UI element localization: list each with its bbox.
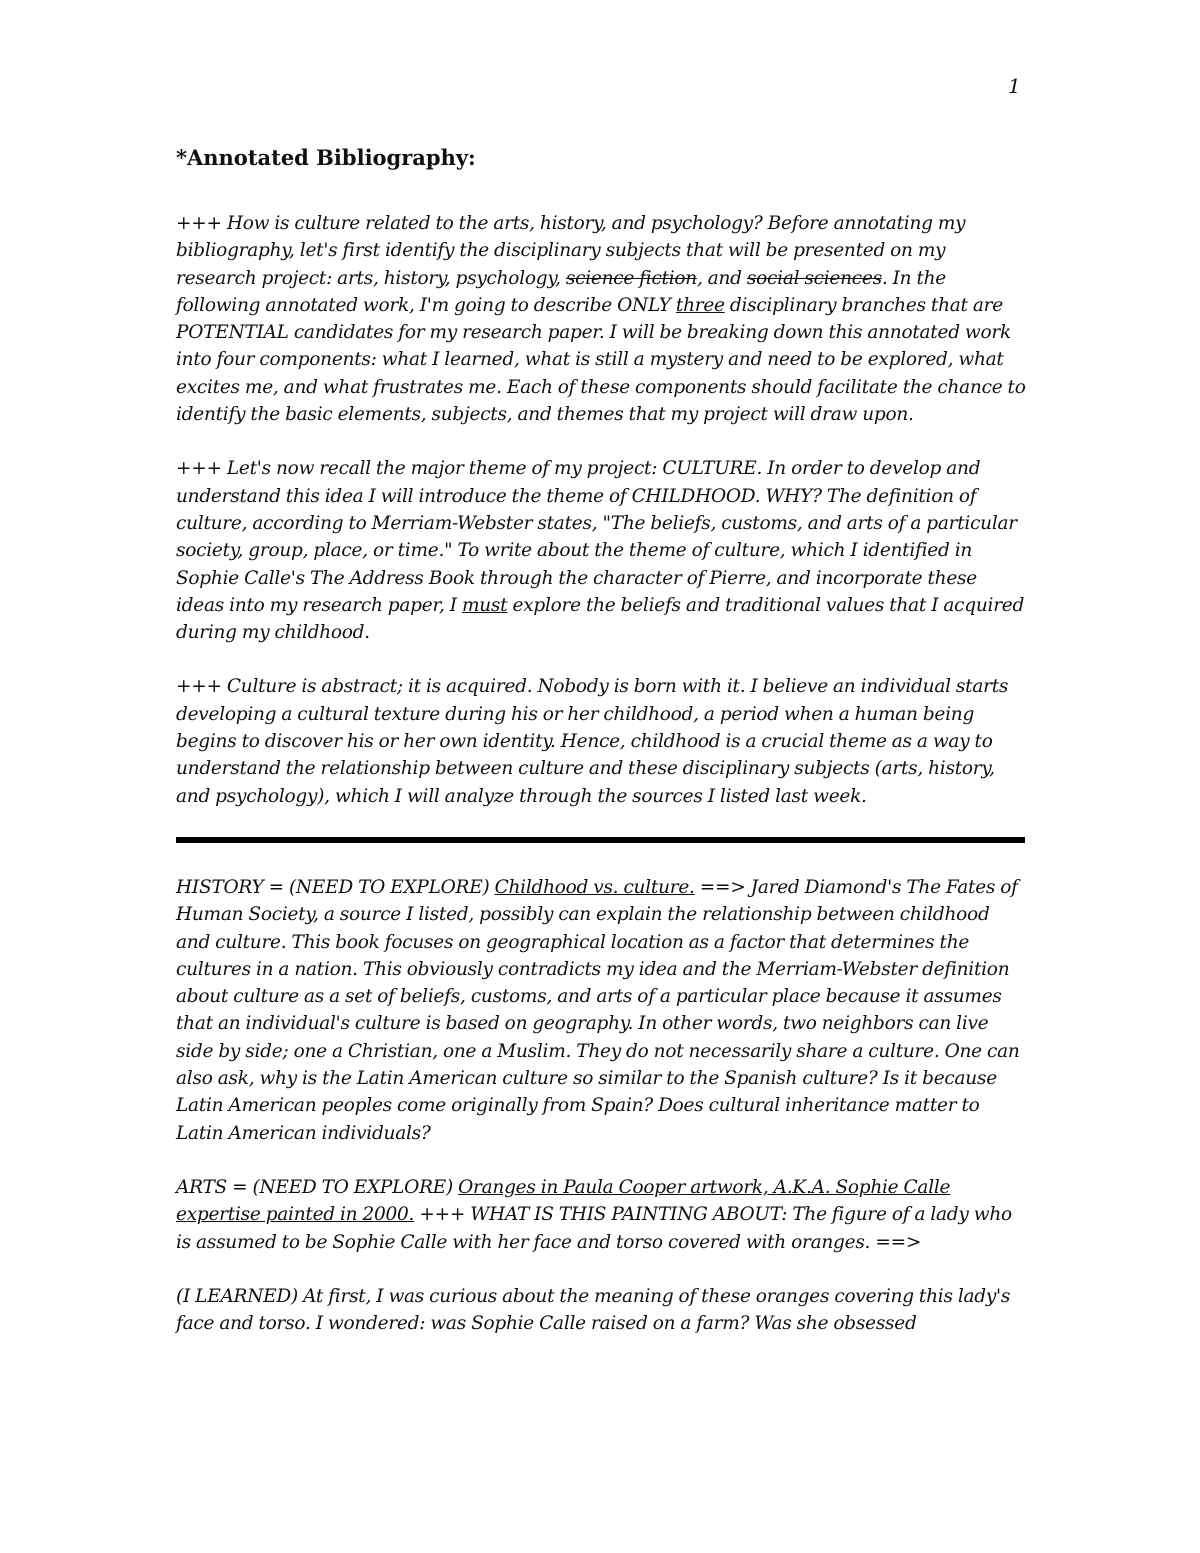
text-run: +++ How is culture related to the arts, history, and psychology? Before annotating my bibliography, let's first identify the disciplinary subjects that will be presented on my research project: arts, history, psychology, — [176, 213, 966, 289]
text-run: +++ WHAT IS THIS PAINTING ABOUT: The figure of a lady who is assumed to be Sophie Calle with her face and torso covered with oranges. ==> — [176, 1204, 1012, 1253]
underlined-text-must: must — [461, 594, 508, 616]
text-run: ==> Jared Diamond's The Fates of Human Society, a source I listed, possibly can explain the relationship between childhood and culture. This book focuses on geographical location as a factor that determines the cultures in a nation. This obviously contradicts my idea and the Merriam-Webster definition about culture as a set of beliefs, customs, and arts of a particular place because it assumes that an individual's culture is based on geography. In other words, two neighbors can live side by side; one a Christian, one a Muslim. They do not necessarily share a culture. One can also ask, why is the Latin American culture so similar to the Spanish culture? Is it because Latin American peoples come originally from Spain? Does cultural inheritance matter to Latin American individuals? — [176, 876, 1020, 1144]
text-run: disciplinary branches that are POTENTIAL candidates for my research paper. I will be breaking down this annotated work into four components: what I learned, what is still a mystery and need to be explored, what excites me, and what frustrates me. Each of these components should facilitate the chance to identify the basic elements, subjects, and themes that my project will draw upon. — [176, 294, 1026, 426]
horizontal-divider — [176, 837, 1025, 843]
intro-paragraph-disciplines — [176, 210, 1026, 428]
intro-paragraph-culture — [176, 455, 1026, 646]
struck-text-social-sciences: social sciences — [746, 267, 882, 289]
underlined-text-three: three — [675, 294, 725, 316]
text-run: explore the beliefs and traditional values that I acquired during my childhood. — [176, 594, 1025, 644]
underlined-text-oranges-artwork: Oranges in Paula Cooper artwork, A.K.A. Sophie Calle expertise painted in 2000. — [176, 1176, 951, 1226]
learned-section-paragraph — [176, 1283, 1026, 1338]
intro-paragraph-childhood — [176, 673, 1026, 809]
document-title: *Annotated Bibliography: — [176, 145, 476, 170]
text-run: +++ Culture is abstract; it is acquired. Nobody is born with it. I believe an individual starts developing a cultural texture during his or her childhood, a period when a human being begins to discover his or her own identity. Hence, childhood is a crucial theme as a way to understand the relationship between culture and these disciplinary subjects (arts, history, and psychology), which I will analyze through the sources I listed last week. — [176, 676, 1009, 807]
text-run: +++ Let's now recall the major theme of my project: CULTURE. In order to develop and understand this idea I will introduce the theme of CHILDHOOD. WHY? The definition of culture, according to Merriam-Webster states, "The beliefs, customs, and arts of a particular society, group, place, or time." To write about the theme of culture, which I identified in Sophie Calle's The Address Book through the character of Pierre, and incorporate these ideas into my research paper, I — [176, 458, 1017, 616]
text-run: (I LEARNED) At first, I was curious about the meaning of these oranges covering this lady's face and torso. I wondered: was Sophie Calle raised on a farm? Was she obsessed — [176, 1285, 1011, 1335]
page-number: 1 — [1008, 74, 1021, 98]
text-run: HISTORY = (NEED TO EXPLORE) — [176, 876, 495, 898]
text-run: , and — [696, 267, 747, 289]
arts-section-paragraph — [176, 1174, 1026, 1256]
history-section-paragraph — [176, 874, 1026, 1147]
document-body — [176, 138, 1026, 1364]
text-run: . In the following annotated work, I'm going to describe ONLY — [176, 267, 947, 316]
text-run: ARTS = (NEED TO EXPLORE) — [176, 1176, 459, 1198]
underlined-text-childhood-vs-culture: Childhood vs. culture. — [494, 876, 695, 898]
struck-text-science-fiction: science fiction — [565, 267, 697, 289]
